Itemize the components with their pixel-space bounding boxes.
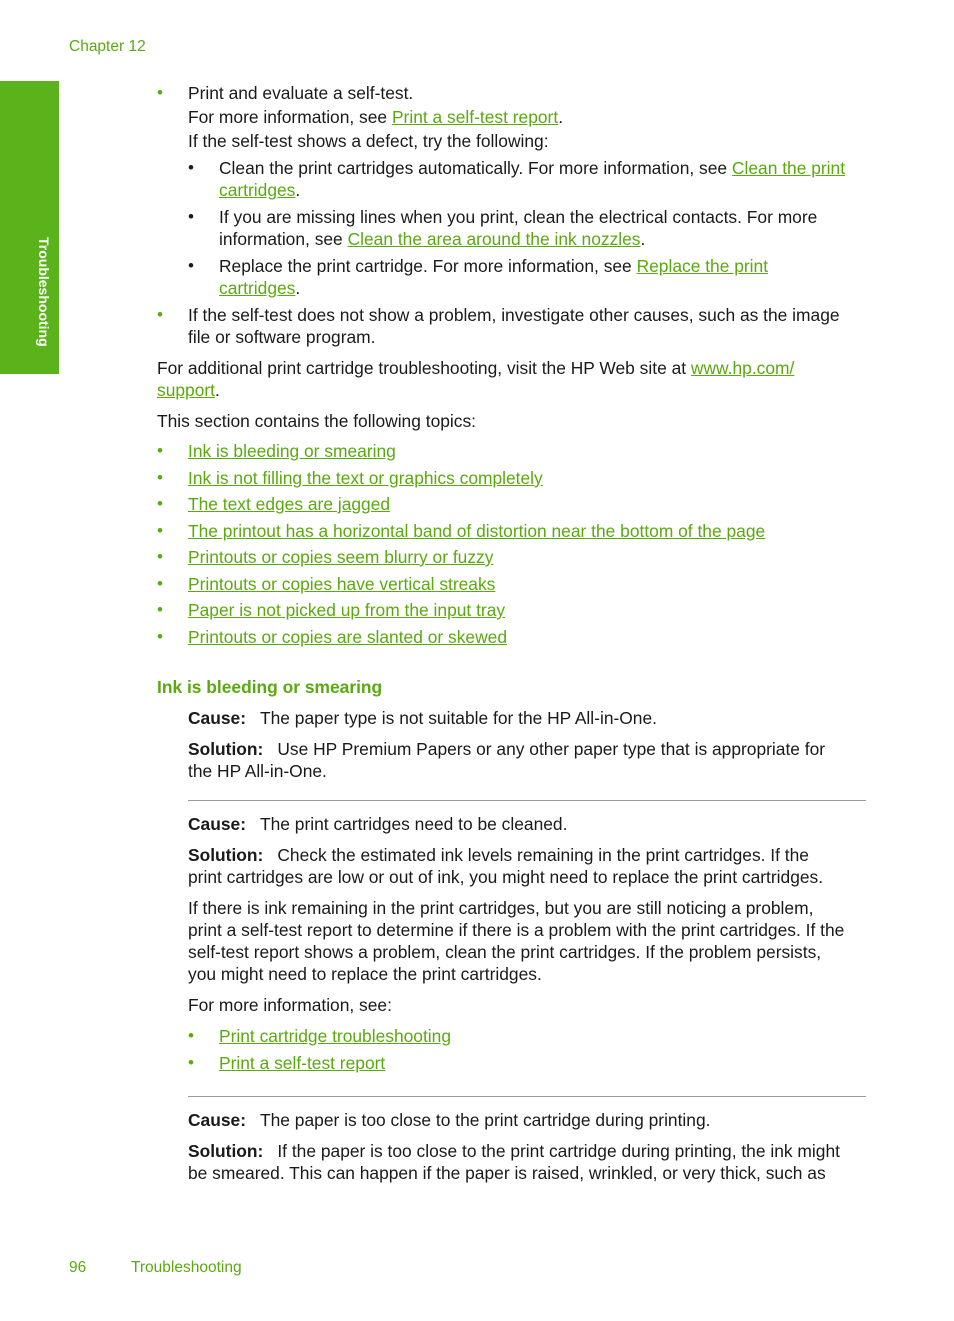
solution-text: Use HP Premium Papers or any other paper type that is appropriate for (277, 739, 826, 759)
intro-more-info (188, 106, 563, 128)
divider (188, 1096, 866, 1097)
bullet-marker: • (157, 305, 163, 324)
bullet-marker: • (188, 158, 194, 177)
topic-link[interactable]: Printouts or copies have vertical streaks (188, 574, 496, 594)
cause-2 (188, 813, 567, 835)
intro-bullet-2: If the self-test does not show a problem, investigate other causes, such as the image (188, 305, 840, 325)
solution-3 (188, 1140, 840, 1162)
intro-bullet-2-cont: file or software program. (188, 327, 376, 347)
topic-link[interactable]: Printouts or copies seem blurry or fuzzy (188, 547, 494, 567)
bullet-marker: • (157, 83, 163, 102)
side-tab-label: Troubleshooting (36, 237, 52, 347)
sub-bullet-1 (219, 157, 845, 179)
text: . (295, 278, 301, 298)
text: Clean the print cartridges automatically. For more information, see (219, 158, 732, 178)
solution-text: Check the estimated ink levels remaining in the print cartridges. If the (277, 845, 809, 865)
solution-label: Solution: (188, 1141, 264, 1161)
cause-text: The print cartridges need to be cleaned. (260, 814, 568, 834)
topics-intro: This section contains the following topics: (157, 411, 476, 431)
topic-link[interactable]: Paper is not picked up from the input tray (188, 600, 506, 620)
bullet-marker: • (157, 521, 163, 540)
solution-text: If the paper is too close to the print cartridge during printing, the ink might (277, 1141, 840, 1161)
link-hp-support[interactable]: www.hp.com/ (690, 358, 795, 378)
solution-3-cont: be smeared. This can happen if the paper is raised, wrinkled, or very thick, such as (188, 1163, 826, 1183)
bullet-marker: • (157, 627, 163, 646)
topic-link[interactable]: Ink is not filling the text or graphics completely (188, 468, 543, 488)
more-info-label: For more information, see: (188, 995, 392, 1015)
paragraph-line: print a self-test report to determine if there is a problem with the print cartridges. If the (188, 920, 845, 940)
text: . (558, 107, 564, 127)
bullet-marker: • (188, 1053, 194, 1072)
link-replace-print-cartridges-cont[interactable]: cartridges (219, 278, 296, 298)
bullet-marker: • (157, 547, 163, 566)
additional-info (157, 357, 794, 379)
cause-label: Cause: (188, 1110, 246, 1130)
sub-bullet-3-cont (219, 277, 300, 299)
link-print-self-test-report[interactable]: Print a self-test report (391, 107, 559, 127)
link-clean-print-cartridges[interactable]: Clean the print (731, 158, 846, 178)
text: For more information, see (188, 107, 392, 127)
cause-text: The paper type is not suitable for the HP All-in-One. (260, 708, 657, 728)
link-clean-ink-nozzles[interactable]: Clean the area around the ink nozzles (347, 229, 641, 249)
link-print-self-test-report[interactable]: Print a self-test report (219, 1053, 386, 1073)
intro-defect: If the self-test shows a defect, try the following: (188, 131, 549, 151)
chapter-label: Chapter 12 (69, 38, 146, 55)
bullet-marker: • (188, 1026, 194, 1045)
paragraph-line: you might need to replace the print cartridges. (188, 964, 542, 984)
paragraph-line: If there is ink remaining in the print cartridges, but you are still noticing a problem, (188, 898, 814, 918)
bullet-marker: • (157, 494, 163, 513)
text: information, see (219, 229, 348, 249)
cause-label: Cause: (188, 708, 246, 728)
paragraph-line: self-test report shows a problem, clean the print cartridges. If the problem persists, (188, 942, 822, 962)
intro-bullet-1: Print and evaluate a self-test. (188, 83, 414, 103)
link-replace-print-cartridges[interactable]: Replace the print (636, 256, 769, 276)
solution-label: Solution: (188, 845, 264, 865)
cause-label: Cause: (188, 814, 246, 834)
sub-bullet-2: If you are missing lines when you print, clean the electrical contacts. For more (219, 207, 818, 227)
solution-1 (188, 738, 825, 760)
topic-link[interactable]: Ink is bleeding or smearing (188, 441, 396, 461)
text: Replace the print cartridge. For more information, see (219, 256, 637, 276)
solution-1-cont: the HP All-in-One. (188, 761, 327, 781)
link-hp-support-cont[interactable]: support (157, 380, 216, 400)
solution-label: Solution: (188, 739, 264, 759)
page-number: 96 (69, 1259, 87, 1276)
sub-bullet-3 (219, 255, 768, 277)
topic-link[interactable]: Printouts or copies are slanted or skewed (188, 627, 507, 647)
text: . (295, 180, 301, 200)
bullet-marker: • (157, 600, 163, 619)
bullet-marker: • (157, 574, 163, 593)
text: . (215, 380, 220, 400)
bullet-marker: • (188, 256, 194, 275)
additional-info-cont (157, 379, 220, 401)
topic-link[interactable]: The text edges are jagged (188, 494, 391, 514)
sub-bullet-1-cont (219, 179, 300, 201)
text: For additional print cartridge troubleshooting, visit the HP Web site at (157, 358, 691, 378)
bullet-marker: • (188, 207, 194, 226)
bullet-marker: • (157, 441, 163, 460)
link-print-cartridge-troubleshooting[interactable]: Print cartridge troubleshooting (219, 1026, 452, 1046)
text: . (640, 229, 646, 249)
solution-2 (188, 844, 809, 866)
divider (188, 800, 866, 801)
section-heading: Ink is bleeding or smearing (157, 677, 383, 697)
cause-1 (188, 707, 657, 729)
topic-link[interactable]: The printout has a horizontal band of distortion near the bottom of the page (188, 521, 766, 541)
link-clean-print-cartridges-cont[interactable]: cartridges (219, 180, 296, 200)
cause-text: The paper is too close to the print cartridge during printing. (260, 1110, 711, 1130)
bullet-marker: • (157, 468, 163, 487)
solution-2-cont: print cartridges are low or out of ink, you might need to replace the print cartridges. (188, 867, 824, 887)
footer-section: Troubleshooting (131, 1259, 242, 1276)
sub-bullet-2-cont (219, 228, 645, 250)
cause-3 (188, 1109, 710, 1131)
